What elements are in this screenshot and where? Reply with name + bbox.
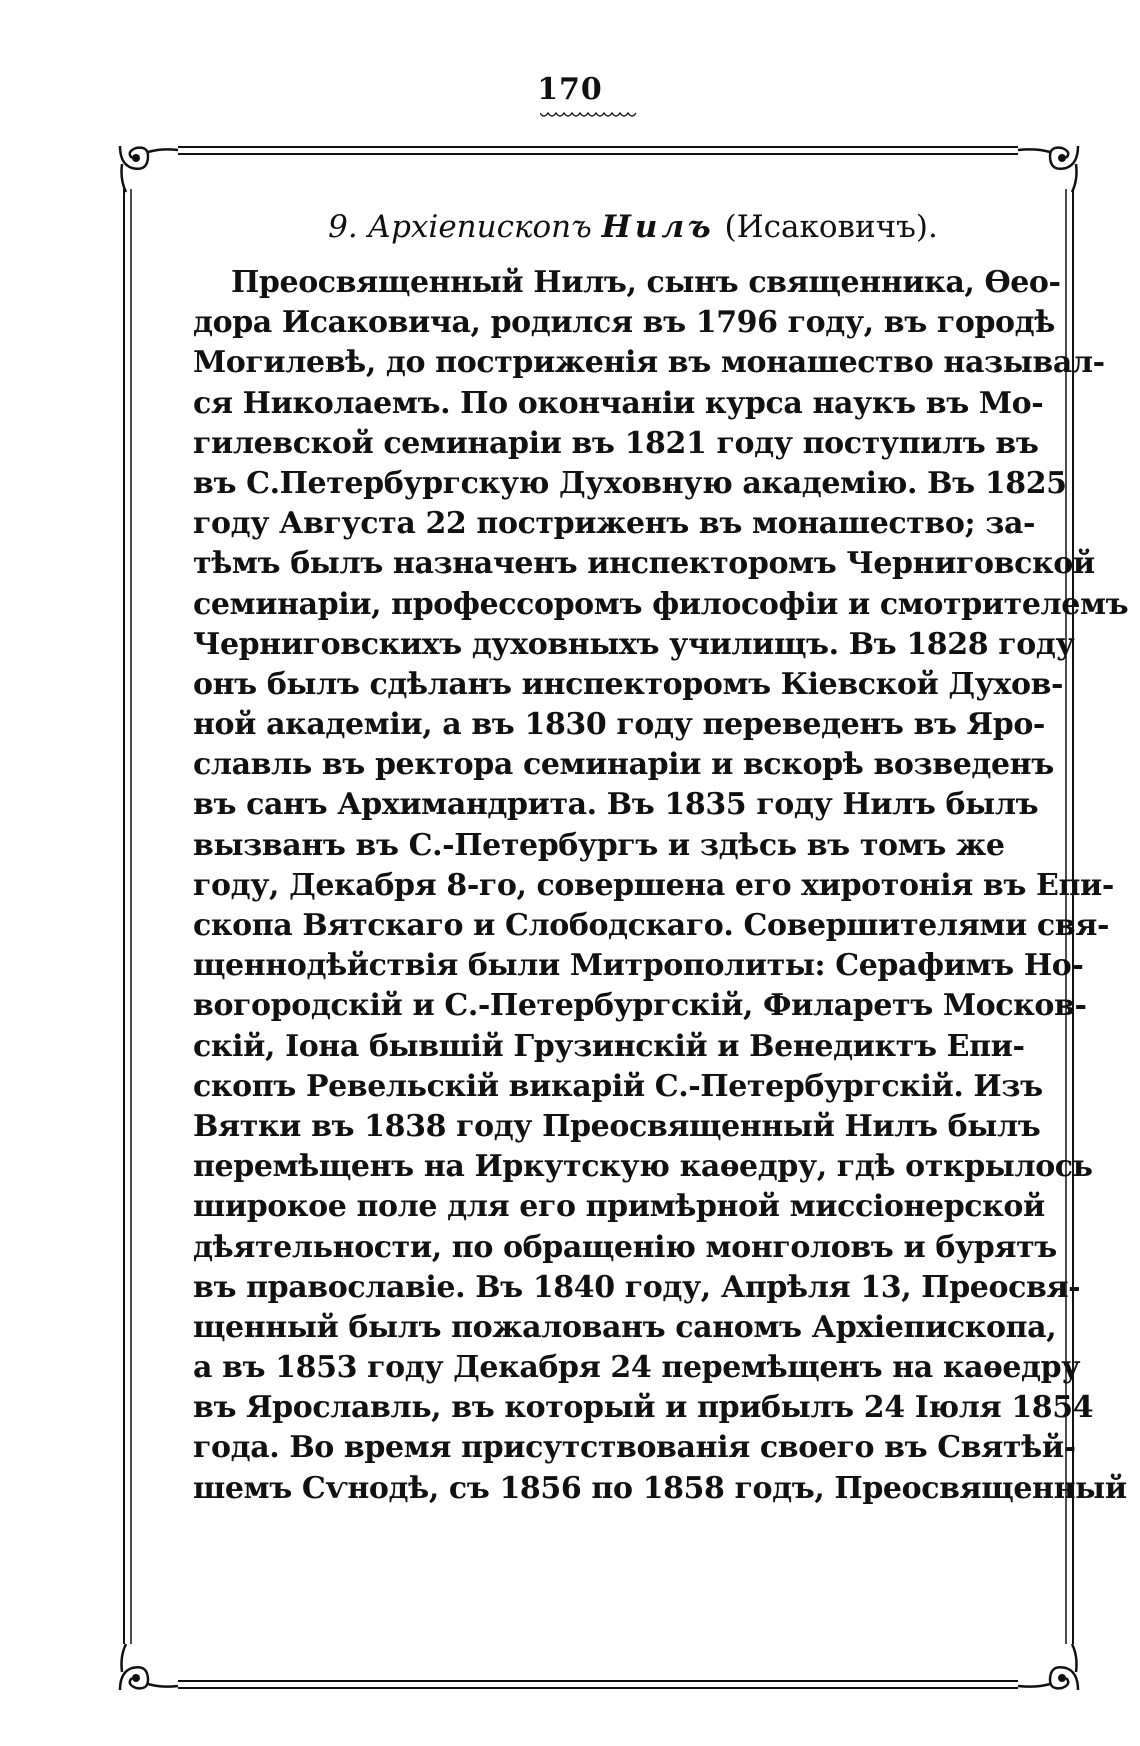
text-line: гилевской семинаріи въ 1821 году поступилъ въ — [193, 425, 1039, 461]
text-line: въ православіе. Въ 1840 году, Апрѣля 13, Преосвя- — [193, 1269, 1081, 1305]
article-heading — [263, 205, 1003, 255]
heading-name: Нилъ — [601, 209, 715, 245]
text-line: перемѣщенъ на Иркутскую каѳедру, гдѣ открылось — [193, 1149, 1093, 1185]
text-line: году, Декабря 8-го, совершена его хиротонія въ Епи- — [193, 867, 1114, 903]
text-line: славль въ ректора семинаріи и вскорѣ возведенъ — [193, 747, 1054, 783]
body-text — [193, 263, 1129, 1509]
text-line: вызванъ въ С.-Петербургъ и здѣсь въ томъ же — [193, 827, 1005, 863]
text-line: а въ 1853 году Декабря 24 перемѣщенъ на каѳедру — [193, 1350, 1081, 1386]
text-line: дѣятельности, по обращенію монголовъ и бурятъ — [193, 1229, 1057, 1265]
text-line: вогородскій и С.-Петербургскій, Филаретъ Москов- — [193, 988, 1087, 1024]
text-line: онъ былъ сдѣланъ инспекторомъ Кіевской Духов- — [193, 666, 1064, 702]
text-line: щеннодѣйствія были Митрополиты: Серафимъ Но- — [193, 948, 1084, 984]
text-line: ной академіи, а въ 1830 году переведенъ въ Яро- — [193, 707, 1045, 743]
text-line: года. Во время присутствованія своего въ Святѣй- — [193, 1430, 1076, 1466]
page-content — [193, 205, 1129, 1509]
text-line: дора Исаковича, родился въ 1796 году, въ городѣ — [193, 305, 1055, 341]
text-line: Преосвященный Нилъ, сынъ священника, Ѳео- — [231, 265, 1061, 300]
text-line: скопа Вятскаго и Слободскаго. Совершителями свя- — [193, 908, 1110, 943]
text-line: Вятки въ 1838 году Преосвященный Нилъ былъ — [193, 1108, 1041, 1144]
page-number-ornament — [540, 110, 640, 120]
heading-surname: (Исаковичъ). — [724, 209, 938, 245]
text-line: въ санъ Архимандрита. Въ 1835 году Нилъ былъ — [193, 787, 1039, 823]
text-line: скопъ Ревельскій викарій С.-Петербургскій. Изъ — [193, 1068, 1043, 1104]
text-line: Черниговскихъ духовныхъ училищъ. Въ 1828 году — [193, 626, 1075, 662]
text-line: ся Николаемъ. По окончаніи курса наукъ въ Мо- — [193, 385, 1044, 421]
text-line: шемъ Сѵнодѣ, съ 1856 по 1858 годъ, Преосвященный — [193, 1470, 1127, 1506]
text-line: году Августа 22 постриженъ въ монашество; за- — [193, 506, 1036, 542]
text-line: семинаріи, профессоромъ философіи и смотрителемъ — [193, 586, 1129, 622]
text-line: въ Ярославль, въ который и прибылъ 24 Іюля 1854 — [193, 1390, 1094, 1426]
text-line: широкое поле для его примѣрной миссіонерской — [193, 1189, 1045, 1225]
text-line: щенный былъ пожалованъ саномъ Архіепископа, — [193, 1309, 1057, 1345]
heading-title: Архіепископъ — [367, 209, 592, 245]
text-line: въ С.Петербургскую Духовную академію. Въ 1825 — [193, 465, 1067, 501]
heading-number: 9. — [328, 209, 358, 245]
text-line: Могилевѣ, до постриженія въ монашество называл- — [193, 345, 1105, 381]
page-number: 170 — [537, 72, 603, 107]
text-line: скій, Іона бывшій Грузинскій и Венедиктъ Епи- — [193, 1028, 1025, 1064]
text-line: тѣмъ былъ назначенъ инспекторомъ Черниговской — [193, 546, 1095, 582]
